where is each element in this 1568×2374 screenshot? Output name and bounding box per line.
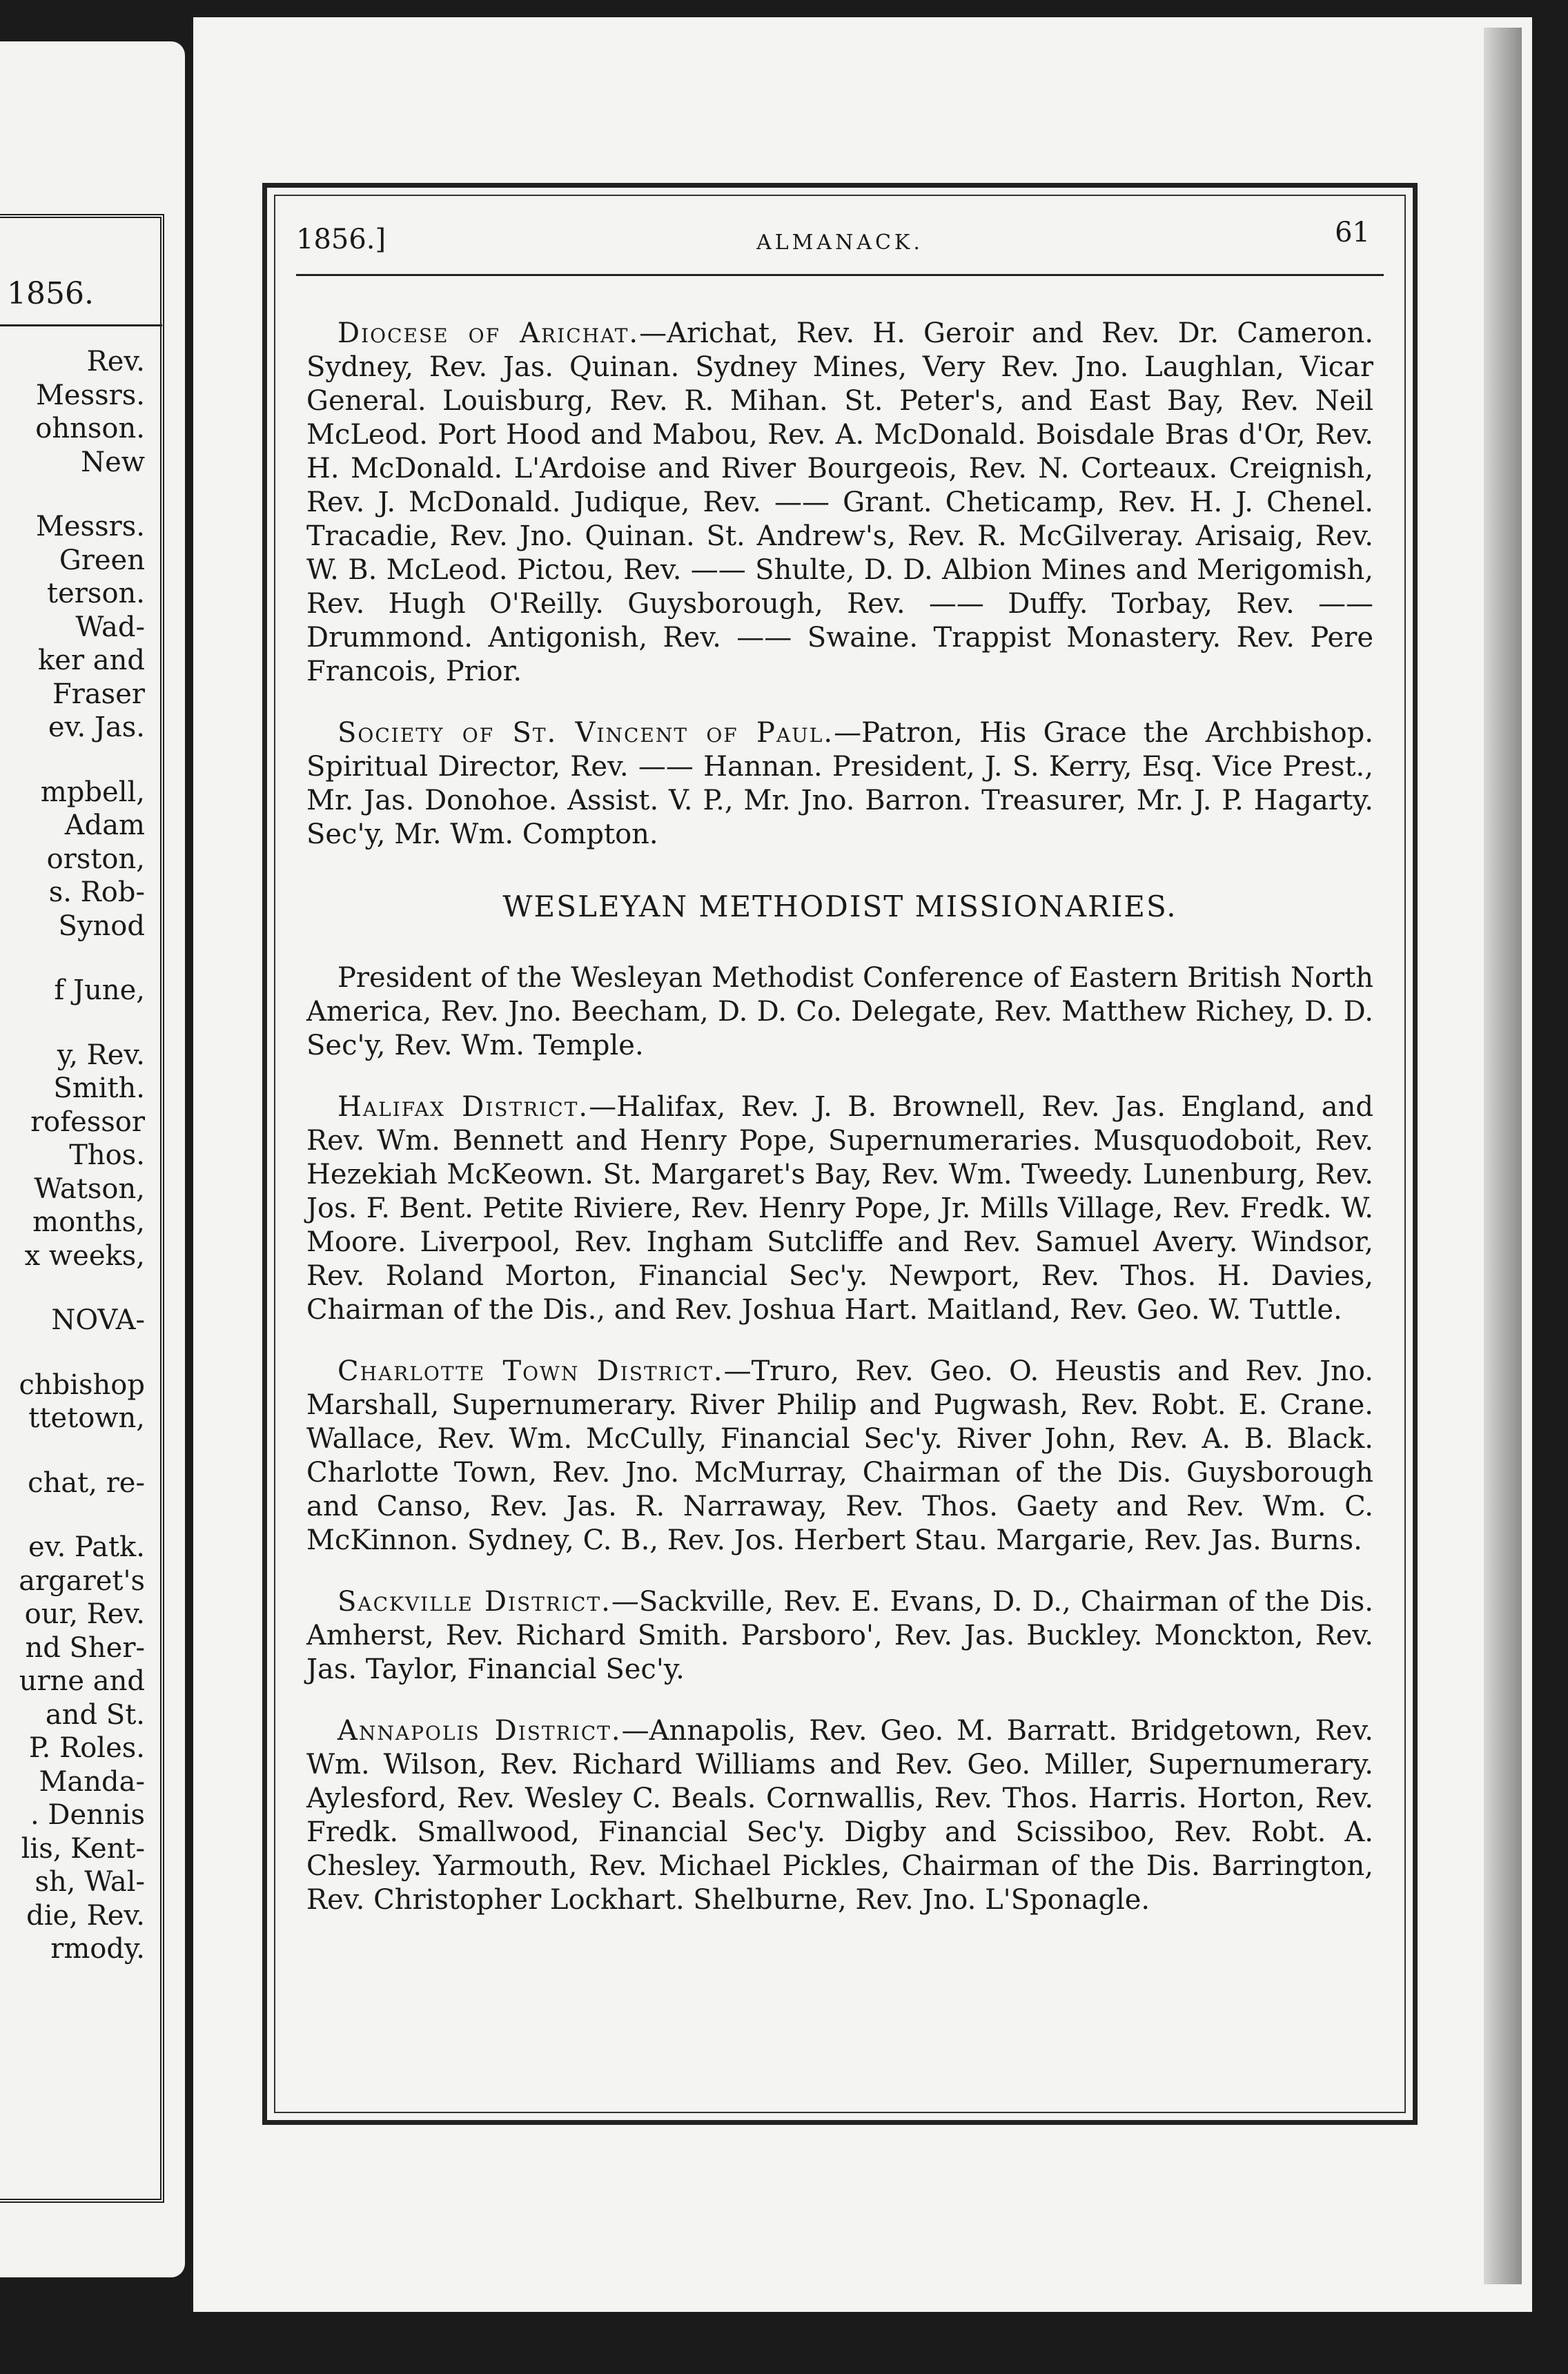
left-page-line: chat, re- bbox=[28, 1466, 145, 1499]
paragraph-text: —Annapolis, Rev. Geo. M. Barratt. Bridgetown, Rev. Wm. Wilson, Rev. Richard Williams and Rev. Geo. Miller, Supernumerary. Aylesford, Rev. Wesley C. Beals. Cornwallis, Rev. Thos. Harris. Horton, Rev. Fredk. Smallwood, Financial Sec'y. Digby and Scissiboo, Rev. Robt. A. Chesley. Yarmouth, Rev. Michael Pickles, Chairman of the Dis. Barrington, Rev. Christopher Lockhart. Shelburne, Rev. Jno. L'Sponagle. bbox=[306, 1715, 1374, 1916]
header-rule bbox=[296, 274, 1384, 276]
left-page-line: Fraser bbox=[52, 678, 145, 710]
left-page-line: and St. bbox=[45, 1698, 145, 1731]
left-page-line: Rev. bbox=[86, 346, 145, 377]
left-page-line: Green bbox=[59, 544, 145, 576]
left-page-line: ev. Jas. bbox=[48, 712, 145, 743]
paragraph-lead: Charlotte Town District. bbox=[337, 1355, 724, 1387]
left-page-line: ev. Patk. bbox=[28, 1531, 145, 1563]
left-page-line: Manda- bbox=[39, 1765, 145, 1798]
left-page-line: nd Sher- bbox=[25, 1631, 145, 1664]
left-page-line: ttetown, bbox=[28, 1402, 145, 1434]
left-page-line: months, bbox=[32, 1206, 145, 1238]
left-page-line: orston, bbox=[46, 843, 145, 875]
left-page-line: urne and bbox=[19, 1665, 145, 1697]
left-page-line: lis, Kent- bbox=[21, 1832, 145, 1865]
left-page-header-rule bbox=[0, 324, 162, 326]
left-page-line: Messrs. bbox=[35, 511, 145, 542]
left-page-line: ker and bbox=[38, 645, 145, 676]
paragraph-halifax-district bbox=[306, 1090, 1373, 1327]
left-page-line: chbishop bbox=[19, 1369, 145, 1401]
paragraph-text: President of the Wesleyan Methodist Conference of Eastern British North America, Rev. Jno. Beecham, D. D. Co. Delegate, Rev. Matthew Richey, D. D. Sec'y, Rev. Wm. Temple. bbox=[306, 962, 1373, 1061]
paragraph-text: —Truro, Rev. Geo. O. Heustis and Rev. Jno. Marshall, Supernumerary. River Philip and Pugwash, Rev. Robt. E. Crane. Wallace, Rev. Wm. McCully, Financial Sec'y. River John, Rev. A. B. Black. Charlotte Town, Rev. Jno. McMurray, Chairman of the Dis. Guysborough and Canso, Rev. Jas. R. Narraway, Rev. Thos. Gaety and Rev. Wm. C. McKinnon. Sydney, C. B., Rev. Jos. Herbert Stau. Margarie, Rev. Jas. Burns. bbox=[306, 1355, 1373, 1556]
left-page-line: Messrs. bbox=[35, 379, 145, 411]
page-stack-edge bbox=[1484, 28, 1522, 2284]
paragraph-st-vincent-society bbox=[306, 716, 1373, 852]
left-page-line: argaret's bbox=[19, 1564, 145, 1597]
header-title: ALMANACK. bbox=[756, 230, 923, 255]
page-border bbox=[262, 183, 1418, 2125]
paragraph-text: —Patron, His Grace the Archbishop. Spiritual Director, Rev. —— Hannan. President, J. S. Kerry, Esq. Vice Prest., Mr. Jas. Donohoe. Assist. V. P., Mr. Jno. Barron. Treasurer, Mr. J. P. Hagarty. Sec'y, Mr. Wm. Compton. bbox=[306, 717, 1373, 850]
left-page-line: rmody. bbox=[50, 1933, 145, 1965]
paragraph-lead: Halifax District. bbox=[337, 1091, 589, 1123]
page-number: 61 bbox=[1335, 217, 1370, 248]
left-page-line: ohnson. bbox=[35, 413, 145, 444]
page-inner-border bbox=[274, 195, 1406, 2113]
left-page-line: Smith. bbox=[53, 1072, 145, 1104]
paragraph-lead: Diocese of Arichat. bbox=[337, 317, 640, 349]
section-heading: WESLEYAN METHODIST MISSIONARIES. bbox=[502, 890, 1177, 923]
left-page-year: 1856. bbox=[7, 276, 94, 311]
left-page-line: . Dennis bbox=[30, 1799, 145, 1831]
left-page-line: NOVA- bbox=[51, 1304, 145, 1336]
header-year: 1856.] bbox=[296, 224, 386, 255]
left-page-line bbox=[0, 1273, 145, 1304]
left-page-line bbox=[0, 479, 145, 510]
left-page-fragment bbox=[0, 41, 185, 2277]
paragraph-diocese-arichat bbox=[306, 317, 1373, 689]
running-header bbox=[296, 217, 1384, 272]
paragraph-annapolis-district bbox=[306, 1714, 1373, 1917]
page-body bbox=[306, 317, 1373, 1948]
left-page-line: Adam bbox=[64, 810, 145, 841]
left-page-line bbox=[0, 943, 145, 974]
left-page-line: Watson, bbox=[34, 1173, 145, 1205]
left-page-line: y, Rev. bbox=[57, 1039, 145, 1071]
left-page-line bbox=[0, 1435, 145, 1466]
paragraph-sackville-district bbox=[306, 1585, 1373, 1687]
left-page-line: Thos. bbox=[69, 1139, 145, 1171]
left-page-line: Synod bbox=[58, 910, 145, 942]
left-page-line: s. Rob- bbox=[48, 876, 145, 908]
left-page-line: New bbox=[81, 446, 145, 478]
left-page-line: die, Rev. bbox=[26, 1899, 145, 1932]
left-page-line: sh, Wal- bbox=[35, 1866, 145, 1898]
paragraph-text: —Halifax, Rev. J. B. Brownell, Rev. Jas. England, and Rev. Wm. Bennett and Henry Pope, Supernumeraries. Musquodoboit, Rev. Hezekiah McKeown. St. Margaret's Bay, Rev. Wm. Tweedy. Lunenburg, Rev. Jos. F. Bent. Petite Riviere, Rev. Henry Pope, Jr. Mills Village, Rev. Fredk. W. Moore. Liverpool, Rev. Ingham Sutcliffe and Rev. Samuel Avery. Windsor, Rev. Roland Morton, Financial Sec'y. Newport, Rev. Thos. H. Davies, Chairman of the Dis., and Rev. Joshua Hart. Maitland, Rev. Geo. W. Tuttle. bbox=[306, 1091, 1373, 1326]
left-page-line: P. Roles. bbox=[28, 1732, 145, 1764]
paragraph-text: —Arichat, Rev. H. Geroir and Rev. Dr. Cameron. Sydney, Rev. Jas. Quinan. Sydney Mines, Very Rev. Jno. Laughlan, Vicar General. Louisburg, Rev. R. Mihan. St. Peter's, and East Bay, Rev. Neil McLeod. Port Hood and Mabou, Rev. A. McDonald. Boisdale Bras d'Or, Rev. H. McDonald. L'Ardoise and River Bourgeois, Rev. N. Corteaux. Creignish, Rev. J. McDonald. Judique, Rev. —— Grant. Cheticamp, Rev. H. J. Chenel. Tracadie, Rev. Jno. Quinan. St. Andrew's, Rev. R. McGilveray. Arisaig, Rev. W. B. McLeod. Pictou, Rev. —— Shulte, D. D. Albion Mines and Merigomish, Rev. Hugh O'Reilly. Guysborough, Rev. —— Duffy. Torbay, Rev. —— Drummond. Antigonish, Rev. —— Swaine. Trappist Monastery. Rev. Pere Francois, Prior. bbox=[306, 317, 1373, 687]
left-page-line: f June, bbox=[54, 974, 145, 1006]
left-page-line: x weeks, bbox=[24, 1239, 145, 1272]
paragraph-charlottetown-district bbox=[306, 1355, 1373, 1558]
left-page-text bbox=[0, 345, 145, 1966]
left-page-line: terson. bbox=[47, 578, 145, 609]
paragraph-lead: Sackville District. bbox=[337, 1586, 611, 1618]
paragraph-text: —Sackville, Rev. E. Evans, D. D., Chairman of the Dis. Amherst, Rev. Richard Smith. Parsboro', Rev. Jas. Buckley. Monckton, Rev. Jas. Taylor, Financial Sec'y. bbox=[306, 1586, 1373, 1685]
left-page-line: mpbell, bbox=[40, 776, 145, 808]
paragraph-lead: Annapolis District. bbox=[337, 1715, 622, 1747]
left-page-line: our, Rev. bbox=[24, 1598, 145, 1630]
left-page-line bbox=[0, 1337, 145, 1369]
left-page-line: Wad- bbox=[75, 611, 145, 643]
left-page-line bbox=[0, 1500, 145, 1531]
paragraph-lead: Society of St. Vincent of Paul. bbox=[337, 717, 834, 749]
left-page-line: rofessor bbox=[30, 1106, 145, 1138]
paragraph-conference-president bbox=[306, 961, 1373, 1063]
left-page-line bbox=[0, 1008, 145, 1039]
almanack-page bbox=[193, 17, 1532, 2312]
left-page-line bbox=[0, 745, 145, 776]
